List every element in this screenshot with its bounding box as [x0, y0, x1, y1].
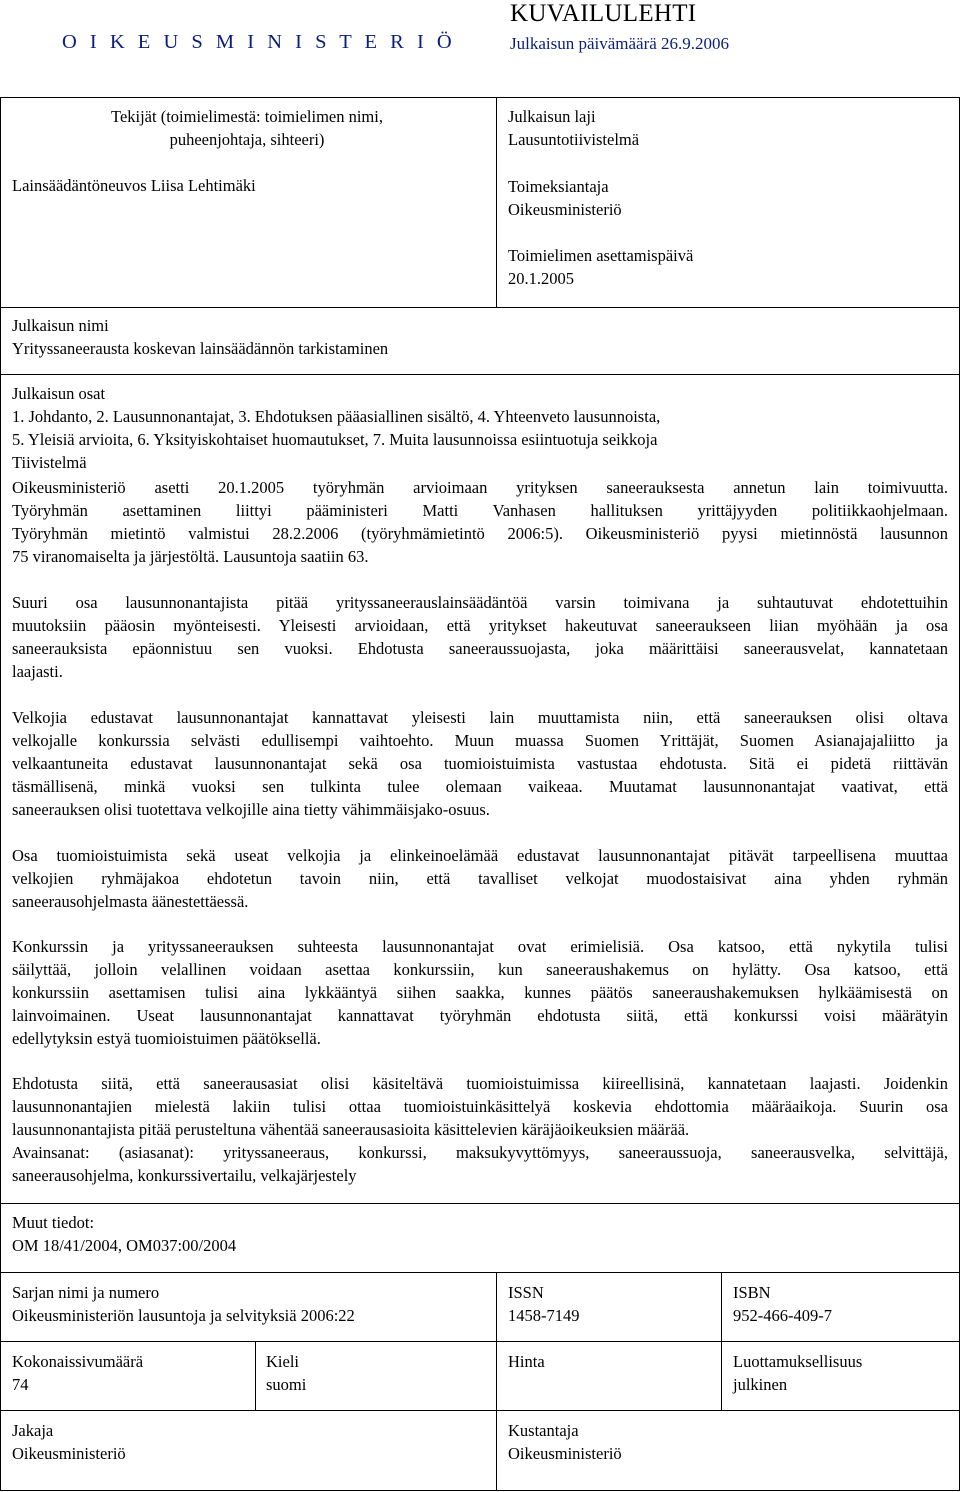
summary-paragraph-5 — [12, 935, 948, 1050]
summary-p5-line: säilyttää, jolloin velallinen voidaan asettaa konkurssiin, kun saneeraushakemus on hylätty. Osa katsoo, että — [12, 960, 948, 979]
authors-value: Lainsäädäntöneuvos Liisa Lehtimäki — [12, 176, 256, 195]
document-type-title: KUVAILULEHTI — [510, 0, 697, 27]
commissioner-label: Toimeksiantaja — [508, 177, 609, 196]
language-value: suomi — [266, 1375, 307, 1394]
publication-date: Julkaisun päivämäärä 26.9.2006 — [510, 34, 730, 53]
summary-p2-line: muutoksiin pääosin myönteisesti. Yleisesti arvioidaan, että yritykset hakeutuvat saneeraukseen liian myöhään ja osa — [12, 616, 948, 635]
series-value: Oikeusministeriön lausuntoja ja selvityksiä 2006:22 — [12, 1306, 355, 1325]
other-info-label: Muut tiedot: — [12, 1213, 95, 1232]
summary-p4-line: saneerausohjelmasta äänestettäessä. — [12, 892, 249, 911]
summary-p3-line: velkaantuneita edustavat lausunnonantajat sekä osa tuomioistuimista vastustaa ehdotusta. Sitä ei pidetä riittävän — [12, 754, 948, 773]
summary-p1-line: Työryhmän mietintö valmistui 28.2.2006 (työryhmämietintö 2006:5). Oikeusministeriö pyysi mietinnöstä lausunnon — [12, 524, 948, 543]
summary-p5-line: lainvoimainen. Useat lausunnonantajat kannattavat työryhmän ehdotusta siitä, että konkurssi voisi määrätyin — [12, 1006, 948, 1025]
summary-p1-line: Oikeusministeriö asetti 20.1.2005 työryhmän arvioimaan yrityksen saneerauksesta annetun lain toimivuutta. — [12, 478, 948, 497]
summary-p3-line: täsmällisenä, minkä vuoksi sen tulkinta tulee olemaan vaikeaa. Muutamat lausunnonantajat vaativat, että — [12, 777, 948, 796]
summary-p2-line: Suuri osa lausunnonantajista pitää yrityssaneerauslainsäädäntöä varsin toimivana ja suhtautuvat ehdotettuihin — [12, 593, 948, 612]
grid-col-divider — [255, 1341, 256, 1410]
publication-parts-line2: 5. Yleisiä arvioita, 6. Yksityiskohtaiset huomautukset, 7. Muita lausunnoissa esiintuotuja seikkoja — [12, 430, 658, 449]
summary-p6-line: lausunnonantajista pitää perusteltuna vähentää saneerausasioita käsittelevien käräjäoikeuksien määrää. — [12, 1120, 690, 1139]
setup-date-value: 20.1.2005 — [508, 269, 574, 288]
publication-name-value: Yrityssaneerausta koskevan lainsäädännön tarkistaminen — [12, 339, 389, 358]
summary-p5-line: edellytyksin estyä tuomioistuimen päätöksellä. — [12, 1029, 321, 1048]
publication-parts-line1: 1. Johdanto, 2. Lausunnonantajat, 3. Ehdotuksen pääasiallinen sisältö, 4. Yhteenveto lausunnoista, — [12, 407, 661, 426]
grid-col-divider — [496, 1272, 497, 1491]
distributor-value: Oikeusministeriö — [12, 1444, 126, 1463]
authors-label-line1: Tekijät (toimielimestä: toimielimen nimi, — [111, 107, 383, 126]
summary-paragraph-1 — [12, 476, 948, 568]
issn-value: 1458-7149 — [508, 1306, 580, 1325]
keywords-line: saneerausohjelma, konkurssivertailu, velkajärjestely — [12, 1166, 357, 1185]
issn-label: ISSN — [508, 1283, 544, 1302]
grid-row-divider — [0, 1410, 960, 1411]
keywords — [12, 1141, 948, 1187]
confidentiality-label: Luottamuksellisuus — [733, 1352, 863, 1371]
setup-date-label: Toimielimen asettamispäivä — [508, 246, 694, 265]
authors-divider — [496, 97, 497, 308]
authors-label-line2: puheenjohtaja, sihteeri) — [169, 130, 325, 149]
publication-parts-label: Julkaisun osat — [12, 384, 106, 403]
publication-type-value: Lausuntotiivistelmä — [508, 130, 640, 149]
ministry-name: O I K E U S M I N I S T E R I Ö — [62, 31, 456, 53]
summary-paragraph-6 — [12, 1072, 948, 1141]
summary-label: Tiivistelmä — [12, 453, 87, 472]
publisher-value: Oikeusministeriö — [508, 1444, 622, 1463]
publication-type-label: Julkaisun laji — [508, 107, 596, 126]
authors-label — [12, 105, 482, 151]
confidentiality-value: julkinen — [733, 1375, 788, 1394]
summary-p6-line: Ehdotusta siitä, että saneerausasiat olisi käsiteltävä tuomioistuimissa kiireellisinä, kannatetaan laajasti. Joidenkin — [12, 1074, 948, 1093]
summary-p2-line: saneerauksista epäonnistuu sen vuoksi. Ehdotusta saneeraussuojasta, joka määrittäisi saneerausvelat, kannatetaan — [12, 639, 948, 658]
publisher-label: Kustantaja — [508, 1421, 579, 1440]
keywords-line: Avainsanat: (asiasanat): yrityssaneeraus, konkurssi, maksukyvyttömyys, saneeraussuoja, saneerausvelka, selvittäjä, — [12, 1143, 948, 1162]
commissioner-value: Oikeusministeriö — [508, 200, 622, 219]
price-label: Hinta — [508, 1352, 545, 1371]
summary-p3-line: Velkojia edustavat lausunnonantajat kannattavat yleisesti lain muuttamista niin, että saneerauksen olisi oltava — [12, 708, 948, 727]
other-info-value: OM 18/41/2004, OM037:00/2004 — [12, 1236, 237, 1255]
isbn-value: 952-466-409-7 — [733, 1306, 832, 1325]
summary-p4-line: velkojien ryhmäjakoa ehdotetun tavoin niin, että tavalliset velkojat muodostaisivat aina yhden ryhmän — [12, 869, 948, 888]
series-label: Sarjan nimi ja numero — [12, 1283, 160, 1302]
grid-row-divider — [0, 1341, 960, 1342]
summary-p4-line: Osa tuomioistuimista sekä useat velkojia ja elinkeinoelämää edustavat lausunnonantajat pitävät tarpeellisena muuttaa — [12, 846, 948, 865]
summary-p1-line: Työryhmän asettaminen liittyi pääministeri Matti Vanhasen hallituksen yrittäjyyden politiikkaohjelmaan. — [12, 501, 948, 520]
summary-p1-line: 75 viranomaiselta ja järjestöltä. Lausuntoja saatiin 63. — [12, 547, 369, 566]
summary-p3-line: velkojalle konkurssia selvästi edullisempi vaihtoehto. Muun muassa Suomen Yrittäjät, Suomen Asianajajaliitto ja — [12, 731, 948, 750]
distributor-label: Jakaja — [12, 1421, 54, 1440]
summary-paragraph-4 — [12, 844, 948, 913]
grid-col-divider — [721, 1272, 722, 1410]
summary-p3-line: saneerauksen olisi tuotettava velkojille aina tietty vähimmäisjako-osuus. — [12, 800, 490, 819]
publication-name-label: Julkaisun nimi — [12, 316, 109, 335]
summary-p6-line: lausunnonantajien mielestä lakiin tulisi ottaa tuomioistuinkäsittelyä koskevia ehdottomia määräaikoja. Suurin osa — [12, 1097, 948, 1116]
summary-p5-line: Konkurssin ja yrityssaneerauksen suhteesta lausunnonantajat ovat erimielisiä. Osa katsoo, että nykytila tulisi — [12, 937, 948, 956]
language-label: Kieli — [266, 1352, 299, 1371]
page-count-label: Kokonaissivumäärä — [12, 1352, 144, 1371]
summary-paragraph-2 — [12, 591, 948, 683]
summary-p5-line: konkurssiin asettamisen tulisi aina lykkääntyä siihen saakka, kunnes päätös saneeraushakemuksen hylkäämisestä on — [12, 983, 948, 1002]
summary-p2-line: laajasti. — [12, 662, 63, 681]
summary-paragraph-3 — [12, 706, 948, 821]
isbn-label: ISBN — [733, 1283, 771, 1302]
page-count-value: 74 — [12, 1375, 29, 1394]
